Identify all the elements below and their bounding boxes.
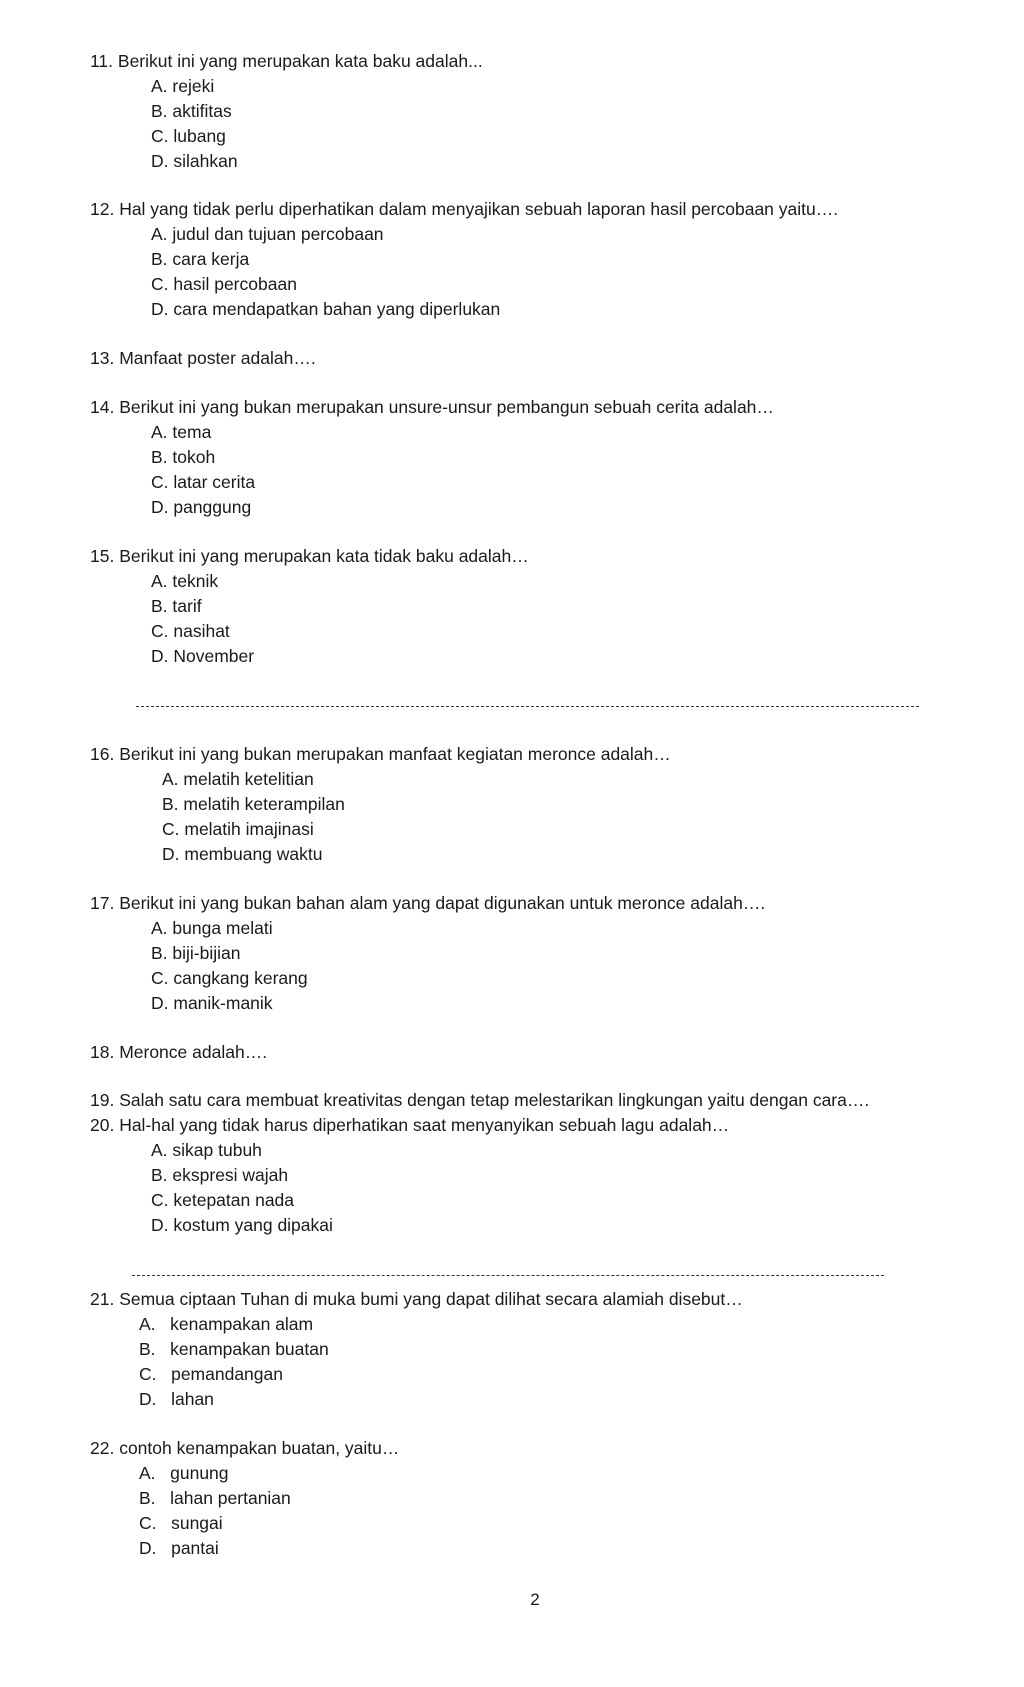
option-d: D. panggung — [151, 497, 252, 517]
option-c: C. latar cerita — [151, 472, 256, 492]
option-b: B. biji-bijian — [151, 943, 241, 963]
option-b: B. aktifitas — [151, 101, 232, 121]
dashed-separator — [132, 1275, 884, 1276]
option-d: D. silahkan — [151, 151, 238, 171]
question-13: 13. Manfaat poster adalah…. — [90, 348, 316, 368]
question-12: 12. Hal yang tidak perlu diperhatikan dalam menyajikan sebuah laporan hasil percobaan yaitu…. — [90, 199, 839, 219]
question-11-options — [151, 74, 238, 174]
option-d: D. lahan — [139, 1389, 214, 1409]
option-a: A. teknik — [151, 571, 219, 591]
option-d: D. November — [151, 646, 255, 666]
question-20-options — [151, 1138, 333, 1238]
question-12-options — [151, 222, 500, 322]
question-14: 14. Berikut ini yang bukan merupakan unsure-unsur pembangun sebuah cerita adalah… — [90, 397, 774, 417]
question-15-options — [151, 569, 254, 669]
question-21: 21. Semua ciptaan Tuhan di muka bumi yang dapat dilihat secara alamiah disebut… — [90, 1289, 743, 1309]
option-c: C. pemandangan — [139, 1364, 283, 1384]
option-b: B. ekspresi wajah — [151, 1165, 289, 1185]
option-a: A. gunung — [139, 1463, 229, 1483]
option-b: B. tokoh — [151, 447, 216, 467]
question-16: 16. Berikut ini yang bukan merupakan manfaat kegiatan meronce adalah… — [90, 744, 671, 764]
option-b: B. melatih keterampilan — [162, 794, 345, 814]
option-b: B. lahan pertanian — [139, 1488, 291, 1508]
option-c: C. cangkang kerang — [151, 968, 308, 988]
option-a: A. tema — [151, 422, 212, 442]
option-c: C. nasihat — [151, 621, 230, 641]
option-a: A. judul dan tujuan percobaan — [151, 224, 384, 244]
question-15: 15. Berikut ini yang merupakan kata tidak baku adalah… — [90, 546, 529, 566]
question-22: 22. contoh kenampakan buatan, yaitu… — [90, 1438, 400, 1458]
option-d: D. pantai — [139, 1538, 219, 1558]
question-17-options — [151, 916, 308, 1016]
question-19: 19. Salah satu cara membuat kreativitas dengan tetap melestarikan lingkungan yaitu dengan cara…. — [90, 1090, 870, 1110]
option-d: D. manik-manik — [151, 993, 273, 1013]
option-c: C. hasil percobaan — [151, 274, 297, 294]
dashed-separator — [136, 706, 919, 707]
question-20: 20. Hal-hal yang tidak harus diperhatikan saat menyanyikan sebuah lagu adalah… — [90, 1115, 730, 1135]
question-14-options — [151, 420, 255, 520]
option-b: B. kenampakan buatan — [139, 1339, 329, 1359]
question-21-options — [139, 1312, 329, 1412]
question-18: 18. Meronce adalah…. — [90, 1042, 268, 1062]
option-b: B. cara kerja — [151, 249, 250, 269]
option-a: A. kenampakan alam — [139, 1314, 314, 1334]
option-c: C. lubang — [151, 126, 226, 146]
option-d: D. membuang waktu — [162, 844, 323, 864]
question-11: 11. Berikut ini yang merupakan kata baku adalah... — [90, 51, 483, 71]
option-b: B. tarif — [151, 596, 202, 616]
option-c: C. ketepatan nada — [151, 1190, 295, 1210]
question-22-options — [139, 1461, 291, 1561]
question-17: 17. Berikut ini yang bukan bahan alam yang dapat digunakan untuk meronce adalah…. — [90, 893, 766, 913]
page-number: 2 — [530, 1590, 540, 1609]
option-c: C. sungai — [139, 1513, 223, 1533]
option-d: D. kostum yang dipakai — [151, 1215, 333, 1235]
option-c: C. melatih imajinasi — [162, 819, 314, 839]
option-d: D. cara mendapatkan bahan yang diperlukan — [151, 299, 501, 319]
option-a: A. rejeki — [151, 76, 215, 96]
option-a: A. melatih ketelitian — [162, 769, 314, 789]
option-a: A. bunga melati — [151, 918, 273, 938]
question-16-options — [162, 767, 345, 867]
option-a: A. sikap tubuh — [151, 1140, 262, 1160]
